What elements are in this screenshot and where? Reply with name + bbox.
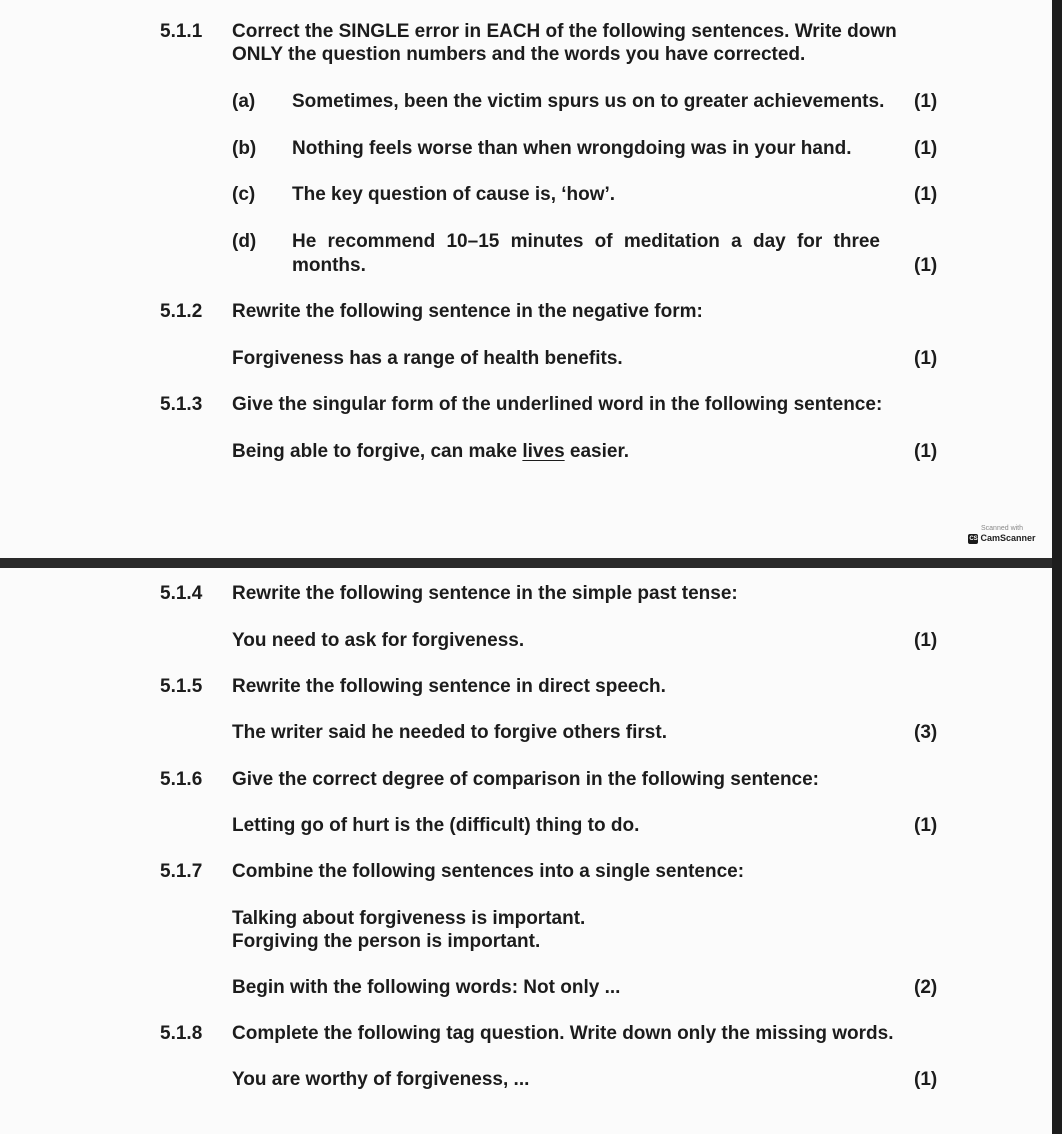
- question-number-5-1-3: 5.1.3: [160, 394, 203, 415]
- scanned-page-1: [0, 0, 1052, 558]
- sentence-before: Being able to forgive, can make: [232, 441, 523, 462]
- sentence-after: easier.: [564, 441, 630, 462]
- question-number-5-1-1: 5.1.1: [160, 21, 203, 42]
- question-5-1-7-sentence-2: Forgiving the person is important.: [232, 931, 541, 952]
- item-c-text: The key question of cause is, ‘how’.: [292, 184, 616, 205]
- question-5-1-4-sentence: You need to ask for forgiveness.: [232, 630, 525, 651]
- item-d-text-line1: He recommend 10–15 minutes of meditation a day for three: [292, 231, 880, 252]
- question-5-1-2-mark: (1): [914, 348, 938, 369]
- item-a-text: Sometimes, been the victim spurs us on to greater achievements.: [292, 91, 885, 112]
- question-5-1-8-sentence: You are worthy of forgiveness, ...: [232, 1069, 530, 1090]
- question-5-1-6-sentence: Letting go of hurt is the (difficult) thing to do.: [232, 815, 640, 836]
- item-d-letter: (d): [232, 231, 257, 252]
- question-5-1-5-sentence: The writer said he needed to forgive others first.: [232, 722, 667, 743]
- item-c-mark: (1): [914, 184, 938, 205]
- question-5-1-2-instruction: Rewrite the following sentence in the negative form:: [232, 301, 703, 322]
- question-5-1-3-instruction: Give the singular form of the underlined word in the following sentence:: [232, 394, 883, 415]
- item-d-mark: (1): [914, 255, 938, 276]
- question-number-5-1-2: 5.1.2: [160, 301, 203, 322]
- question-5-1-2-sentence: Forgiveness has a range of health benefits.: [232, 348, 623, 369]
- scan-edge-border: [1052, 0, 1062, 1134]
- item-b-mark: (1): [914, 138, 938, 159]
- question-5-1-7-mark: (2): [914, 977, 938, 998]
- question-number-5-1-6: 5.1.6: [160, 769, 203, 790]
- question-5-1-8-instruction: Complete the following tag question. Write down only the missing words.: [232, 1023, 894, 1044]
- item-b-text: Nothing feels worse than when wrongdoing was in your hand.: [292, 138, 852, 159]
- question-5-1-1-instruction-line2: ONLY the question numbers and the words you have corrected.: [232, 44, 806, 65]
- item-a-mark: (1): [914, 91, 938, 112]
- question-5-1-3-mark: (1): [914, 441, 938, 462]
- scanned-page-2: [0, 568, 1052, 1134]
- item-d-text-line2: months.: [292, 255, 366, 276]
- question-number-5-1-8: 5.1.8: [160, 1023, 203, 1044]
- question-5-1-4-mark: (1): [914, 630, 938, 651]
- question-5-1-5-mark: (3): [914, 722, 938, 743]
- question-5-1-4-instruction: Rewrite the following sentence in the simple past tense:: [232, 583, 738, 604]
- camscanner-watermark: [962, 524, 1042, 544]
- question-number-5-1-4: 5.1.4: [160, 583, 203, 604]
- underlined-word: lives: [522, 441, 565, 462]
- question-5-1-6-mark: (1): [914, 815, 938, 836]
- question-5-1-7-instruction: Combine the following sentences into a single sentence:: [232, 861, 745, 882]
- question-5-1-5-instruction: Rewrite the following sentence in direct speech.: [232, 676, 666, 697]
- question-5-1-3-sentence: [232, 440, 629, 463]
- question-number-5-1-5: 5.1.5: [160, 676, 203, 697]
- question-5-1-8-mark: (1): [914, 1069, 938, 1090]
- item-b-letter: (b): [232, 138, 257, 159]
- item-c-letter: (c): [232, 184, 256, 205]
- watermark-caption: Scanned with: [980, 525, 1024, 532]
- question-5-1-6-instruction: Give the correct degree of comparison in the following sentence:: [232, 769, 820, 790]
- question-number-5-1-7: 5.1.7: [160, 861, 203, 882]
- camscanner-logo-icon: CS: [969, 535, 978, 542]
- watermark-brand: [962, 533, 1042, 544]
- question-5-1-7-sentence-1: Talking about forgiveness is important.: [232, 908, 586, 929]
- question-5-1-1-instruction-line1: Correct the SINGLE error in EACH of the following sentences. Write down: [232, 21, 897, 42]
- question-5-1-7-begin-words: Begin with the following words: Not only ...: [232, 977, 621, 998]
- watermark-brand-name: CamScanner: [980, 533, 1036, 543]
- item-a-letter: (a): [232, 91, 256, 112]
